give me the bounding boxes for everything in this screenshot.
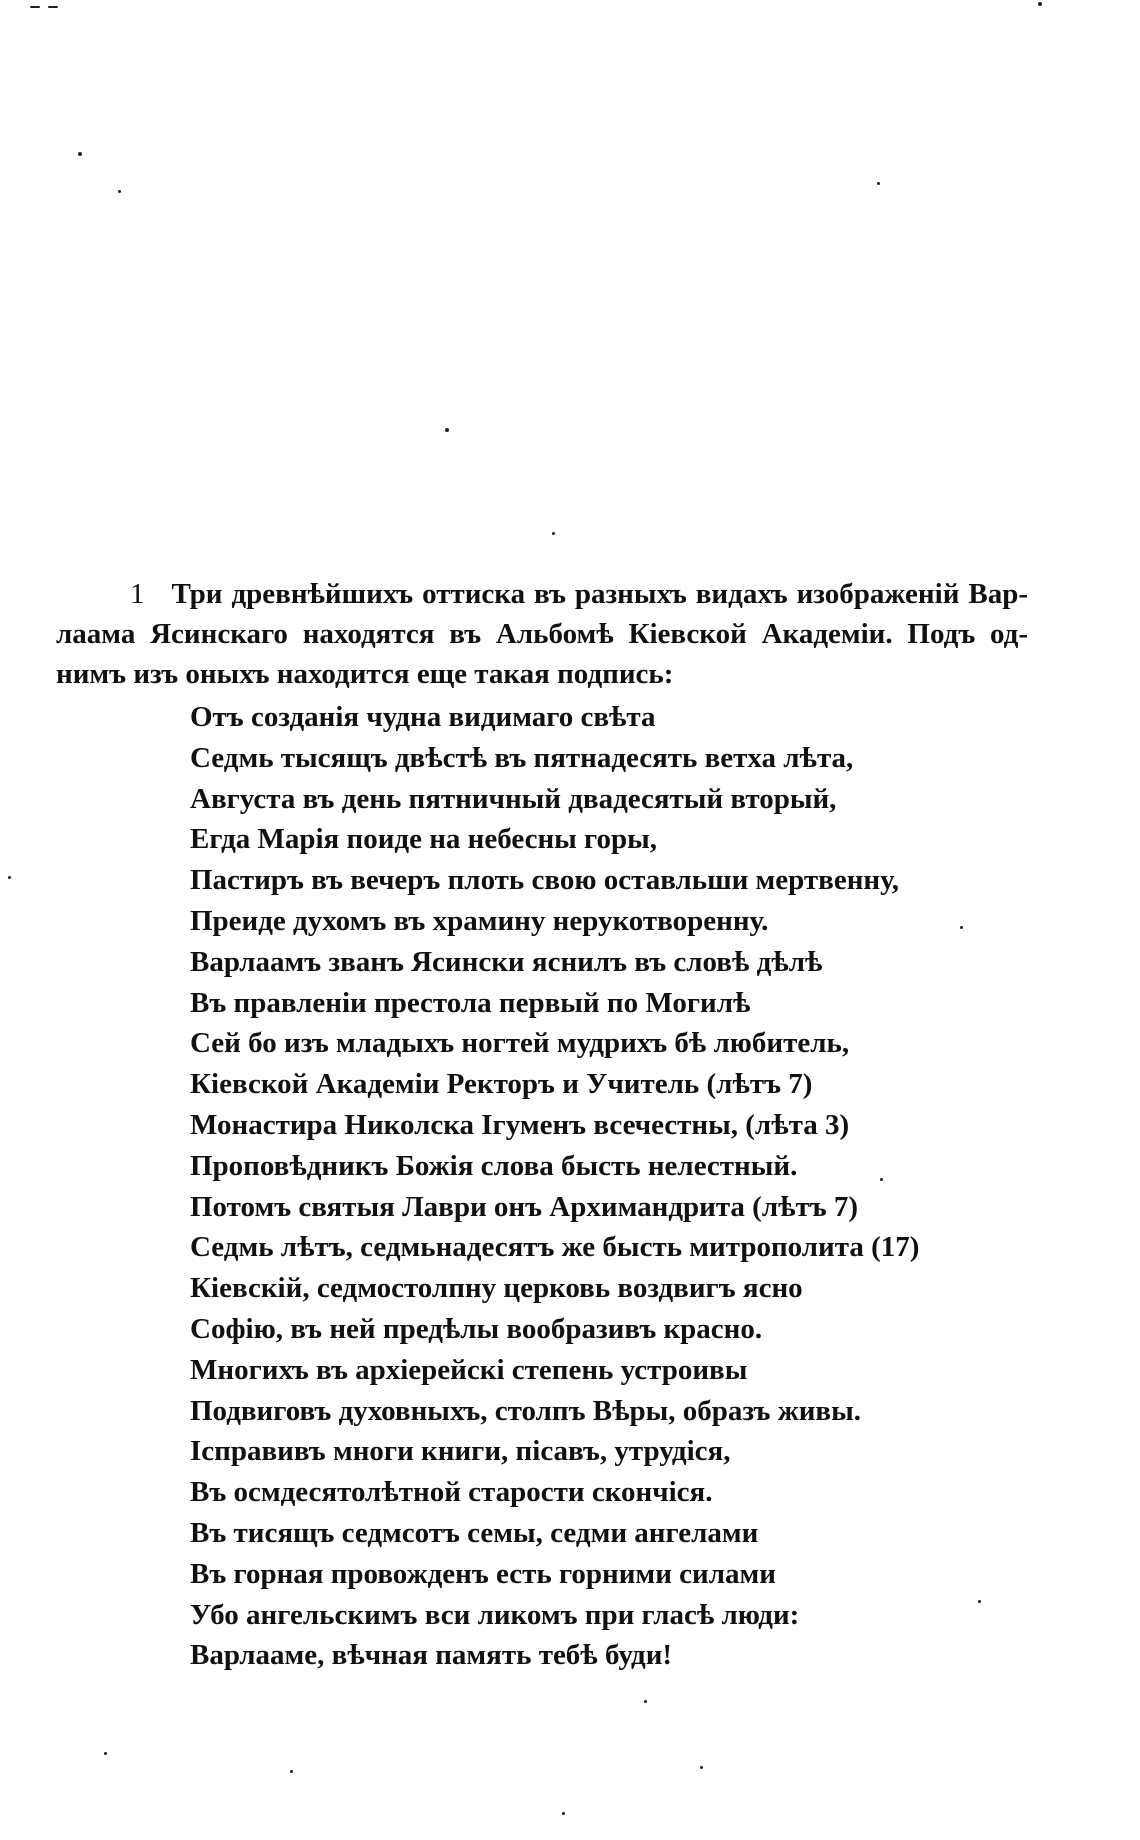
scan-mark <box>118 190 121 193</box>
poem-line: Монастира Николска Iгуменъ всечестны, (лѣта 3) <box>190 1108 850 1141</box>
poem-line: Кiевскiй, седмостолпну церковь воздвигъ ясно <box>190 1272 803 1305</box>
scan-mark <box>644 1700 647 1703</box>
poem-line: Многихъ въ архiерейскi степень устроивы <box>190 1353 748 1386</box>
poem-line: Подвиговъ духовныхъ, столпъ Вѣры, образъ живы. <box>190 1394 861 1427</box>
poem-line: Егда Марiя поиде на небесны горы, <box>190 823 658 856</box>
scan-mark <box>877 182 880 185</box>
poem-line: Сей бо изъ младыхъ ногтей мудрихъ бѣ любитель, <box>190 1027 850 1060</box>
poem-line: Въ горная провожденъ есть горними силами <box>190 1557 776 1590</box>
scan-mark <box>445 428 449 432</box>
poem-line: Въ осмдесятолѣтной старости скончiся. <box>190 1476 713 1509</box>
poem-line: Варлааме, вѣчная память тебѣ буди! <box>190 1639 673 1672</box>
poem-line: Пастиръ въ вечеръ плоть свою оставльши мертвенну, <box>190 864 899 897</box>
intro-line: лаама Ясинскаго находятся въ Альбомѣ Кiевской Академiи. Подъ од- <box>56 618 1028 650</box>
poem-line: Проповѣдникъ Божiя слова бысть нелестный. <box>190 1149 798 1182</box>
poem-line: Софiю, въ ней предѣлы вообразивъ красно. <box>190 1312 763 1345</box>
scan-mark <box>552 532 555 535</box>
poem-line: Седмь тысящъ двѣстѣ въ пятнадесять ветха лѣта, <box>190 741 854 774</box>
inscription-poem <box>190 697 1010 1676</box>
scan-mark <box>78 152 82 156</box>
poem-line: Варлаамъ званъ Ясински яснилъ въ словѣ дѣлѣ <box>190 945 823 978</box>
scan-mark <box>562 1812 565 1815</box>
poem-line: Августа въ день пятничный двадесятый вторый, <box>190 782 837 815</box>
scan-mark <box>290 1770 293 1773</box>
intro-paragraph <box>56 574 1028 694</box>
scan-mark <box>30 6 40 8</box>
poem-line: Кiевской Академiи Ректоръ и Учитель (лѣтъ 7) <box>190 1068 813 1101</box>
scan-mark <box>8 876 11 879</box>
intro-line: 1 Три древнѣйшихъ оттиска въ разныхъ видахъ изображенiй Вар- <box>130 578 1029 610</box>
scan-mark <box>700 1766 703 1769</box>
poem-line: Седмь лѣтъ, седмьнадесятъ же бысть митрополита (17) <box>190 1231 920 1264</box>
poem-line: Потомъ святыя Лаври онъ Архимандрита (лѣтъ 7) <box>190 1190 859 1223</box>
poem-line: Въ тисящъ седмсотъ семы, седми ангелами <box>190 1516 759 1549</box>
intro-line: нимъ изъ оныхъ находится еще такая подпись: <box>56 658 674 690</box>
scan-mark <box>1038 2 1042 6</box>
scan-mark <box>104 1752 107 1755</box>
poem-line: Iсправивъ многи книги, пiсавъ, утрудiся, <box>190 1435 731 1468</box>
poem-line: Отъ созданiя чудна видимаго свѣта <box>190 701 656 733</box>
scan-mark <box>48 6 58 8</box>
poem-line: Убо ангельскимъ вси ликомъ при гласѣ люди: <box>190 1598 800 1631</box>
poem-line: Преиде духомъ въ храмину нерукотворенну. <box>190 904 769 937</box>
poem-line: Въ правленiи престола первый по Могилѣ <box>190 986 751 1019</box>
footnote-number: 1 <box>130 578 145 610</box>
